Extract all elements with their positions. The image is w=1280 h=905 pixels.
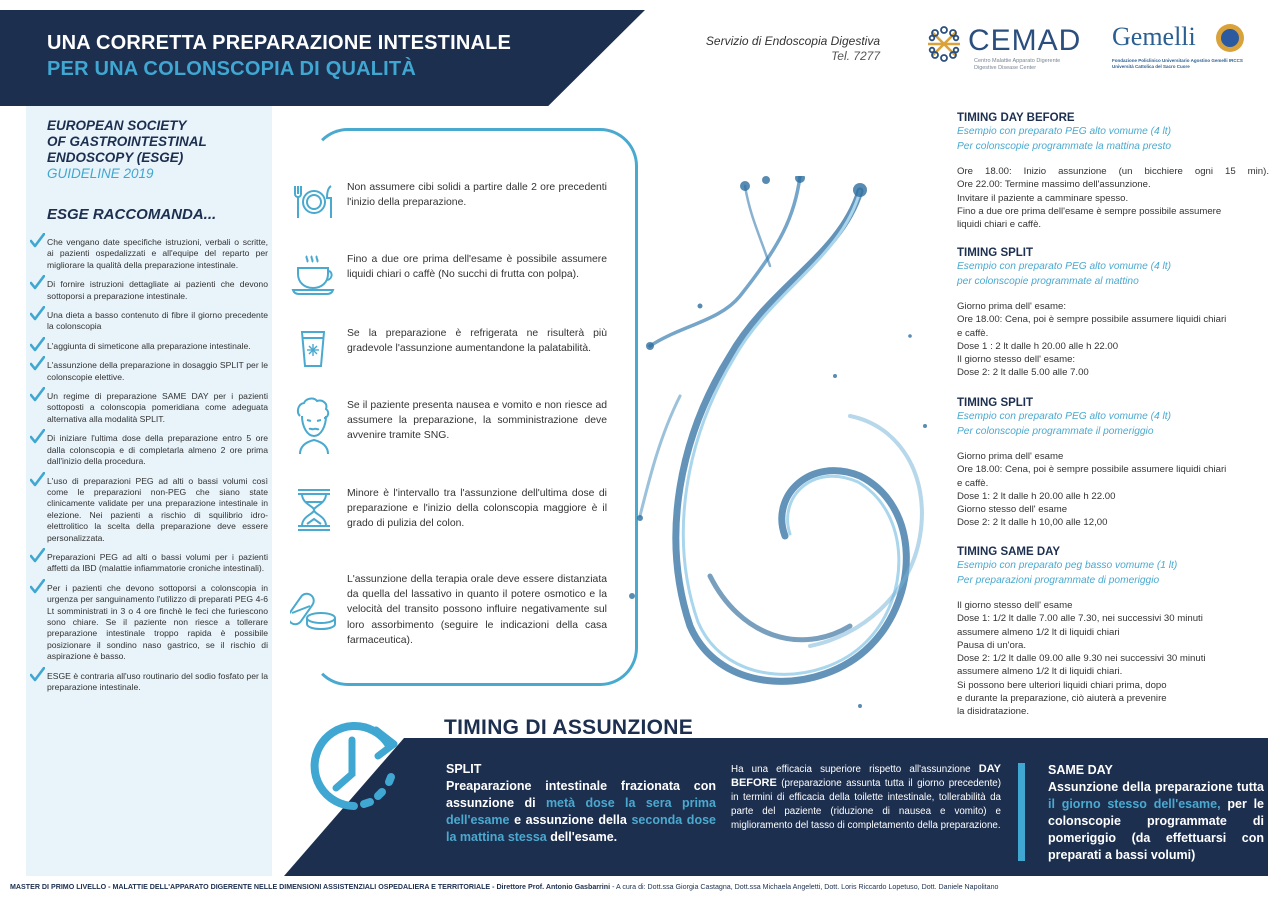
recommendation-text: Per i pazienti che devono sottoporsi a colonscopia in urgenza per sanguinamento l'utilizzo di preparati PEG 4-6 Lt somministrati in 3 o 4 ore finchè le feci che furiescono sono chiare. Se il paziente non riesce a tollerare preparazione intestinale troppo rapida è possibile posizionare il sondino naso gastrico, se il rischio di aspirazione è basso. bbox=[47, 582, 268, 662]
timing-day-before bbox=[957, 111, 1269, 231]
day-before-comparison bbox=[731, 763, 1001, 833]
checkmark-icon bbox=[30, 337, 45, 352]
cold-glass-icon bbox=[290, 326, 338, 374]
timing-title: TIMING DAY BEFORE bbox=[957, 112, 1075, 124]
same-day-highlight: il giorno stesso dell'esame, bbox=[1048, 797, 1221, 811]
timing-line: e caffè. bbox=[957, 477, 989, 489]
recommendation-item bbox=[30, 360, 268, 383]
service-info bbox=[706, 34, 880, 64]
clock-icon bbox=[302, 714, 406, 818]
timing-line: Giorno prima dell' esame: bbox=[957, 301, 1067, 312]
footer-master-title: MASTER DI PRIMO LIVELLO - MALATTIE DELL'APPARATO DIGERENTE NELLE DIMENSIONI ASSISTENZIALI OSPEDALIERA E TERRITORIALE - Direttore Prof. Antonio Gasbarrini bbox=[10, 883, 611, 891]
timing-title: TIMING SPLIT bbox=[957, 247, 1034, 259]
recommendation-text: Un regime di preparazione SAME DAY per i pazienti sottoposti a colonscopia pomeridiana come adeguata alternativa alla modalità SPLIT. bbox=[47, 391, 268, 424]
timing-line: Giorno prima dell' esame bbox=[957, 451, 1064, 462]
tip-text: Minore è l'intervallo tra l'assunzione dell'ultima dose di preparazione e l'inizio della colonscopia maggiore è il grado di pulizia del colon. bbox=[347, 488, 607, 530]
timing-line: Ore 22.00: Termine massimo dell'assunzione. bbox=[957, 179, 1151, 191]
timing-line: la disidratazione. bbox=[957, 706, 1029, 718]
timing-schedule-note: Per preparazioni programmate di pomeriggio bbox=[957, 574, 1160, 586]
checkmark-icon bbox=[30, 356, 45, 371]
timing-same-day bbox=[957, 545, 1269, 719]
recommendation-text: Di iniziare l'ultima dose della preparazione entro 5 ore dalla colonscopia e di completarla almeno 2 ore prima dall'inizio della procedura. bbox=[47, 433, 268, 467]
same-day-text-part: Assunzione della preparazione tutta bbox=[1048, 780, 1264, 794]
tip-text: Fino a due ore prima dell'esame è possibile assumere liquidi chiari o caffè (No succhi di frutta con polpa). bbox=[347, 254, 607, 281]
divider-bar bbox=[1018, 763, 1025, 861]
cemad-logo bbox=[926, 24, 1086, 72]
day-before-label: DAY BEFORE bbox=[731, 763, 1001, 789]
footer-credits bbox=[10, 883, 1272, 891]
timing-line: Pausa di un'ora. bbox=[957, 639, 1027, 651]
recommendation-text: Che vengano date specifiche istruzioni, verbali o scritte, ai pazienti ospedalizzati e all'equipe del reparto per migliorare la qualità della preparazione intestinale. bbox=[47, 237, 268, 270]
checkmark-icon bbox=[30, 548, 45, 563]
timing-section-title: TIMING DI ASSUNZIONE bbox=[444, 716, 694, 739]
cemad-subtitle: Centro Malattie Apparato Digerente bbox=[974, 58, 1061, 64]
gemelli-university: Università Cattolica del Sacro Cuore bbox=[1112, 64, 1190, 69]
timing-line: Il giorno stesso dell' esame: bbox=[957, 354, 1076, 366]
checkmark-icon bbox=[30, 667, 45, 682]
tip-text: Non assumere cibi solidi a partire dalle 2 ore precedenti l'inizio della preparazione. bbox=[347, 182, 607, 209]
gemelli-name: Gemelli bbox=[1112, 22, 1196, 51]
timing-schedule-note: Per colonscopie programmate la mattina presto bbox=[957, 140, 1172, 152]
esge-org-line: EUROPEAN SOCIETY bbox=[47, 118, 187, 133]
coffee-cup-icon bbox=[290, 252, 338, 300]
timing-line: Dose 2: 2 lt dalle h 10,00 alle 12,00 bbox=[957, 517, 1108, 529]
recommendation-item bbox=[30, 237, 268, 271]
timing-line: Dose 1: 2 lt dalle h 20.00 alle h 22.00 bbox=[957, 490, 1116, 502]
timing-line: Giorno stesso dell' esame bbox=[957, 504, 1068, 516]
recommendation-text: L'aggiunta di simeticone alla preparazione intestinale. bbox=[47, 340, 251, 351]
recommendations-heading: ESGE RACCOMANDA... bbox=[47, 206, 217, 223]
timing-body bbox=[957, 450, 1269, 530]
nauseous-face-icon bbox=[290, 394, 338, 456]
esge-sidebar bbox=[26, 106, 272, 876]
timing-line: Dose 1 : 2 lt dalle h 20.00 alle h 22.00 bbox=[957, 340, 1119, 352]
tip-text: Se il paziente presenta nausea e vomito e non riesce ad assumere la preparazione, la somministrazione deve avvenire tramite SNG. bbox=[347, 400, 607, 442]
timing-line: Ore 18.00: Inizio assunzione (un bicchiere ogni 15 min). bbox=[957, 166, 1269, 177]
timing-example: Esempio con preparato PEG alto vomume (4 lt) bbox=[957, 411, 1172, 422]
pills-icon bbox=[290, 586, 338, 634]
recommendation-text: Una dieta a basso contenuto di fibre il giorno precedente la colonscopia bbox=[47, 310, 268, 332]
recommendation-item bbox=[30, 391, 268, 425]
esge-org-line: ENDOSCOPY (ESGE) bbox=[47, 150, 184, 165]
timing-body bbox=[957, 300, 1269, 380]
checkmark-icon bbox=[30, 472, 45, 487]
split-text-part: e assunzione della bbox=[509, 813, 632, 827]
checkmark-icon bbox=[30, 429, 45, 444]
timing-line: Il giorno stesso dell' esame bbox=[957, 600, 1073, 611]
split-summary bbox=[446, 761, 716, 846]
plate-cutlery-icon bbox=[290, 180, 338, 228]
recommendation-text: L'assunzione della preparazione in dosaggio SPLIT per le colonscopie elettive. bbox=[47, 360, 268, 382]
timing-example: Esempio con preparato peg basso vomume (1 lt) bbox=[957, 560, 1178, 571]
page-subtitle: PER UNA COLONSCOPIA DI QUALITÀ bbox=[47, 58, 416, 80]
recommendation-item bbox=[30, 310, 268, 333]
comparison-text: (preparazione assunta tutta il giorno precedente) in termini di efficacia della toilette intestinale, tollerabilità da parte del paziente (riduzione di nausea e vomito) e miglioramento del tasso di completamento della preparazione. bbox=[731, 777, 1001, 831]
timing-line: e durante la preparazione, ciò aiuterà a prevenire bbox=[957, 693, 1167, 705]
footer-authors: - A cura di: Dott.ssa Giorgia Castagna, Dott.ssa Michaela Angeletti, Dott. Loris Riccardo Lopetuso, Dott. Daniele Napolitano bbox=[610, 883, 999, 891]
timing-line: Ore 18.00: Cena, poi è sempre possibile assumere liquidi chiari bbox=[957, 464, 1227, 476]
tip-text: L'assunzione della terapia orale deve essere distanziata da quella del lassativo in quanto il potere osmotico e la velocità del transito possono influire negativamente sul loro assorbimento (seguire le indicazioni della casa farmaceutica). bbox=[347, 574, 607, 646]
same-day-description bbox=[1048, 779, 1264, 864]
timing-line: Ore 18.00: Cena, poi è sempre possibile assumere liquidi chiari bbox=[957, 314, 1227, 326]
timing-line: Dose 2: 1/2 lt dalle 09.00 alle 9.30 nei successivi 30 minuti bbox=[957, 653, 1206, 665]
timing-line: Dose 2: 2 lt dalle 5.00 alle 7.00 bbox=[957, 367, 1089, 379]
timing-line: Si possono bere ulteriori liquidi chiari prima, dopo bbox=[957, 679, 1167, 691]
checkmark-icon bbox=[30, 233, 45, 248]
recommendation-list bbox=[30, 237, 268, 701]
recommendation-item bbox=[30, 433, 268, 467]
recommendation-text: Preparazioni PEG ad alti o bassi volumi per i pazienti affetti da IBD (malattie infiammatorie croniche intestinali). bbox=[47, 551, 268, 574]
split-description bbox=[446, 778, 716, 846]
timing-line: e caffè. bbox=[957, 327, 989, 339]
recommendation-text: L'uso di preparazioni PEG ad alti o bassi volumi così come le preparazioni non-PEG che siano state clinicamente validate per una preparazione intestinale in elezione. Nei pazienti a rischio di squilibrio idro-elettrolitico la scelta della preparazione deve essere personalizzata. bbox=[47, 475, 268, 543]
service-phone: Tel. 7277 bbox=[831, 49, 880, 63]
timing-line: Dose 1: 1/2 lt dalle 7.00 alle 7.30, nei successivi 30 minuti bbox=[957, 613, 1203, 625]
checkmark-icon bbox=[30, 579, 45, 594]
recommendation-text: Di fornire istruzioni dettagliate ai pazienti che devono sottoporsi a preparazione intestinale. bbox=[47, 279, 268, 301]
timing-line: Invitare il paziente a camminare spesso. bbox=[957, 192, 1129, 204]
recommendation-item bbox=[30, 552, 268, 575]
timing-line: liquidi chiari e caffè. bbox=[957, 219, 1042, 231]
page-title: UNA CORRETTA PREPARAZIONE INTESTINALE bbox=[47, 32, 512, 54]
timing-line: Fino a due ore prima dell'esame è sempre possibile assumere bbox=[957, 205, 1222, 217]
guideline-year: GUIDELINE 2019 bbox=[47, 166, 154, 181]
timing-split-morning bbox=[957, 246, 1269, 380]
timing-schedule-note: Per colonscopie programmate il pomeriggio bbox=[957, 425, 1154, 437]
split-heading: SPLIT bbox=[446, 762, 482, 776]
recommendation-item bbox=[30, 671, 268, 694]
timing-body bbox=[957, 599, 1269, 719]
recommendation-item bbox=[30, 279, 268, 302]
checkmark-icon bbox=[30, 275, 45, 290]
same-day-text-part: per le colonscopie programmate di pomeriggio (da effettuarsi con preparati a bassi volumi) bbox=[1048, 797, 1264, 862]
checkmark-icon bbox=[30, 387, 45, 402]
timing-line: assumere almeno 1/2 lt di liquidi chiari. bbox=[957, 666, 1123, 678]
same-day-summary bbox=[1048, 762, 1264, 864]
esge-org-name bbox=[47, 118, 207, 166]
gemelli-subtitle: Fondazione Policlinico Universitario Agostino Gemelli IRCCS bbox=[1112, 58, 1243, 63]
split-text-part: dell'esame. bbox=[546, 830, 618, 844]
timing-title: TIMING SPLIT bbox=[957, 397, 1034, 409]
water-splash-illustration bbox=[620, 176, 940, 716]
service-name: Servizio di Endoscopia Digestiva bbox=[705, 34, 880, 48]
recommendation-item bbox=[30, 476, 268, 544]
split-text-part: Preaparazione intestinale frazionata con assunzione di bbox=[446, 779, 716, 810]
tip-text: Se la preparazione è refrigerata ne risulterà più gradevole l'assunzione aumentandone la palatabilità. bbox=[347, 328, 607, 355]
gemelli-seal-icon bbox=[1216, 24, 1244, 52]
timing-body bbox=[957, 165, 1269, 231]
timing-example: Esempio con preparato PEG alto vomume (4 lt) bbox=[957, 261, 1172, 272]
split-highlight: seconda dose la mattina stessa bbox=[446, 813, 716, 844]
recommendation-text: ESGE è contraria all'uso routinario del sodio fosfato per la preparazione intestinale. bbox=[47, 670, 268, 692]
cemad-logo-icon bbox=[926, 26, 962, 62]
hourglass-icon bbox=[290, 486, 338, 534]
timing-split-afternoon bbox=[957, 396, 1269, 530]
timing-line: assumere almeno 1/2 lt di liquidi chiari bbox=[957, 626, 1120, 638]
checkmark-icon bbox=[30, 306, 45, 321]
esge-org-line: OF GASTROINTESTINAL bbox=[47, 134, 207, 149]
comparison-text: Ha una efficacia superiore rispetto all'assunzione bbox=[731, 764, 979, 775]
gemelli-logo bbox=[1112, 22, 1252, 72]
recommendation-item bbox=[30, 583, 268, 663]
timing-title: TIMING SAME DAY bbox=[957, 546, 1061, 558]
cemad-name: CEMAD bbox=[968, 24, 1082, 57]
timing-schedule-note: per colonscopie programmate al mattino bbox=[957, 275, 1139, 287]
split-highlight: metà dose la sera prima dell'esame bbox=[446, 796, 716, 827]
timing-example: Esempio con preparato PEG alto vomume (4 lt) bbox=[957, 126, 1172, 137]
recommendation-item bbox=[30, 341, 268, 352]
cemad-subtitle-en: Digestive Disease Center bbox=[974, 65, 1037, 71]
same-day-heading: SAME DAY bbox=[1048, 763, 1113, 777]
